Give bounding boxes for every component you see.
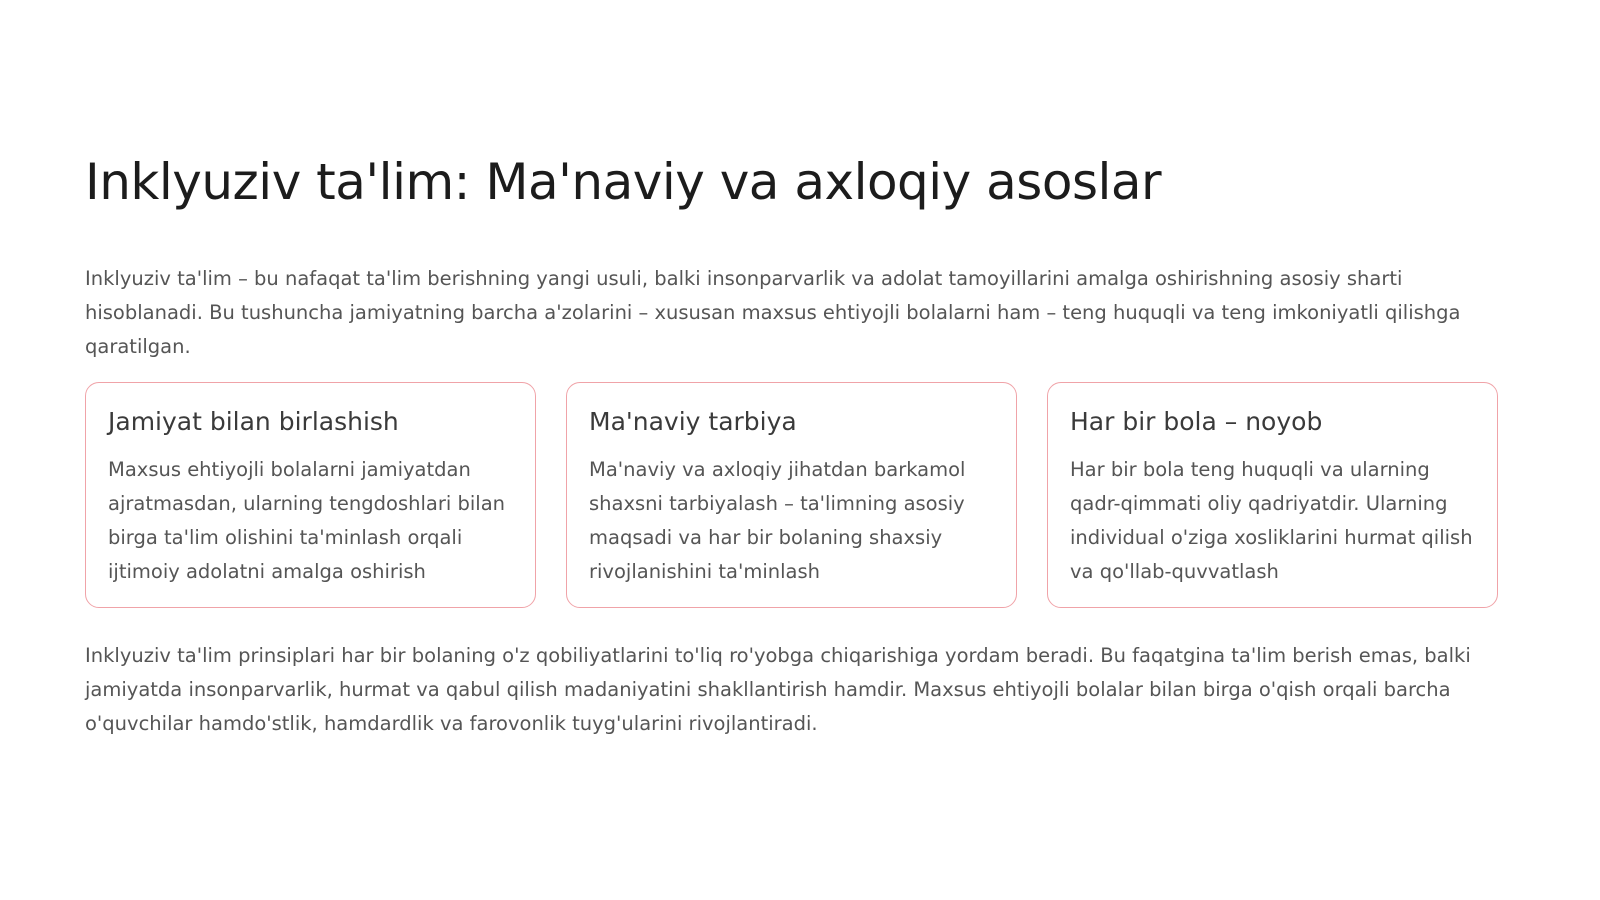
card-title: Ma'naviy tarbiya <box>589 407 797 436</box>
card-community-integration <box>85 382 536 608</box>
intro-paragraph: Inklyuziv ta'lim – bu nafaqat ta'lim berishning yangi usuli, balki insonparvarlik va adolat tamoyillarini amalga oshirishning asosiy sharti hisoblanadi. Bu tushuncha jamiyatning barcha a'zolarini – xususan maxsus ehtiyojli bolalarni ham – teng huquqli va teng imkoniyatli qilishga qaratilgan. <box>85 267 1461 358</box>
card-text: Har bir bola teng huquqli va ularning qadr-qimmati oliy qadriyatdir. Ularning individual o'ziga xosliklarini hurmat qilish va qo'llab-quvvatlash <box>1070 458 1473 583</box>
page-title: Inklyuziv ta'lim: Ma'naviy va axloqiy asoslar <box>85 153 1162 211</box>
card-text: Ma'naviy va axloqiy jihatdan barkamol shaxsni tarbiyalash – ta'limning asosiy maqsadi va har bir bolaning shaxsiy rivojlanishini ta'minlash <box>589 458 966 583</box>
card-text: Maxsus ehtiyojli bolalarni jamiyatdan ajratmasdan, ularning tengdoshlari bilan birga ta'lim olishini ta'minlash orqali ijtimoiy adolatni amalga oshirish <box>108 458 506 583</box>
card-row <box>85 382 1498 608</box>
outro-paragraph: Inklyuziv ta'lim prinsiplari har bir bolaning o'z qobiliyatlarini to'liq ro'yobga chiqarishiga yordam beradi. Bu faqatgina ta'lim berish emas, balki jamiyatda insonparvarlik, hurmat va qabul qilish madaniyatini shakllantirish hamdir. Maxsus ehtiyojli bolalar bilan birga o'qish orqali barcha o'quvchilar hamdo'stlik, hamdardlik va farovonlik tuyg'ularini rivojlantiradi. <box>85 644 1471 735</box>
card-title: Jamiyat bilan birlashish <box>108 407 399 436</box>
card-spiritual-education <box>566 382 1017 608</box>
card-title: Har bir bola – noyob <box>1070 407 1323 436</box>
card-every-child-unique <box>1047 382 1498 608</box>
